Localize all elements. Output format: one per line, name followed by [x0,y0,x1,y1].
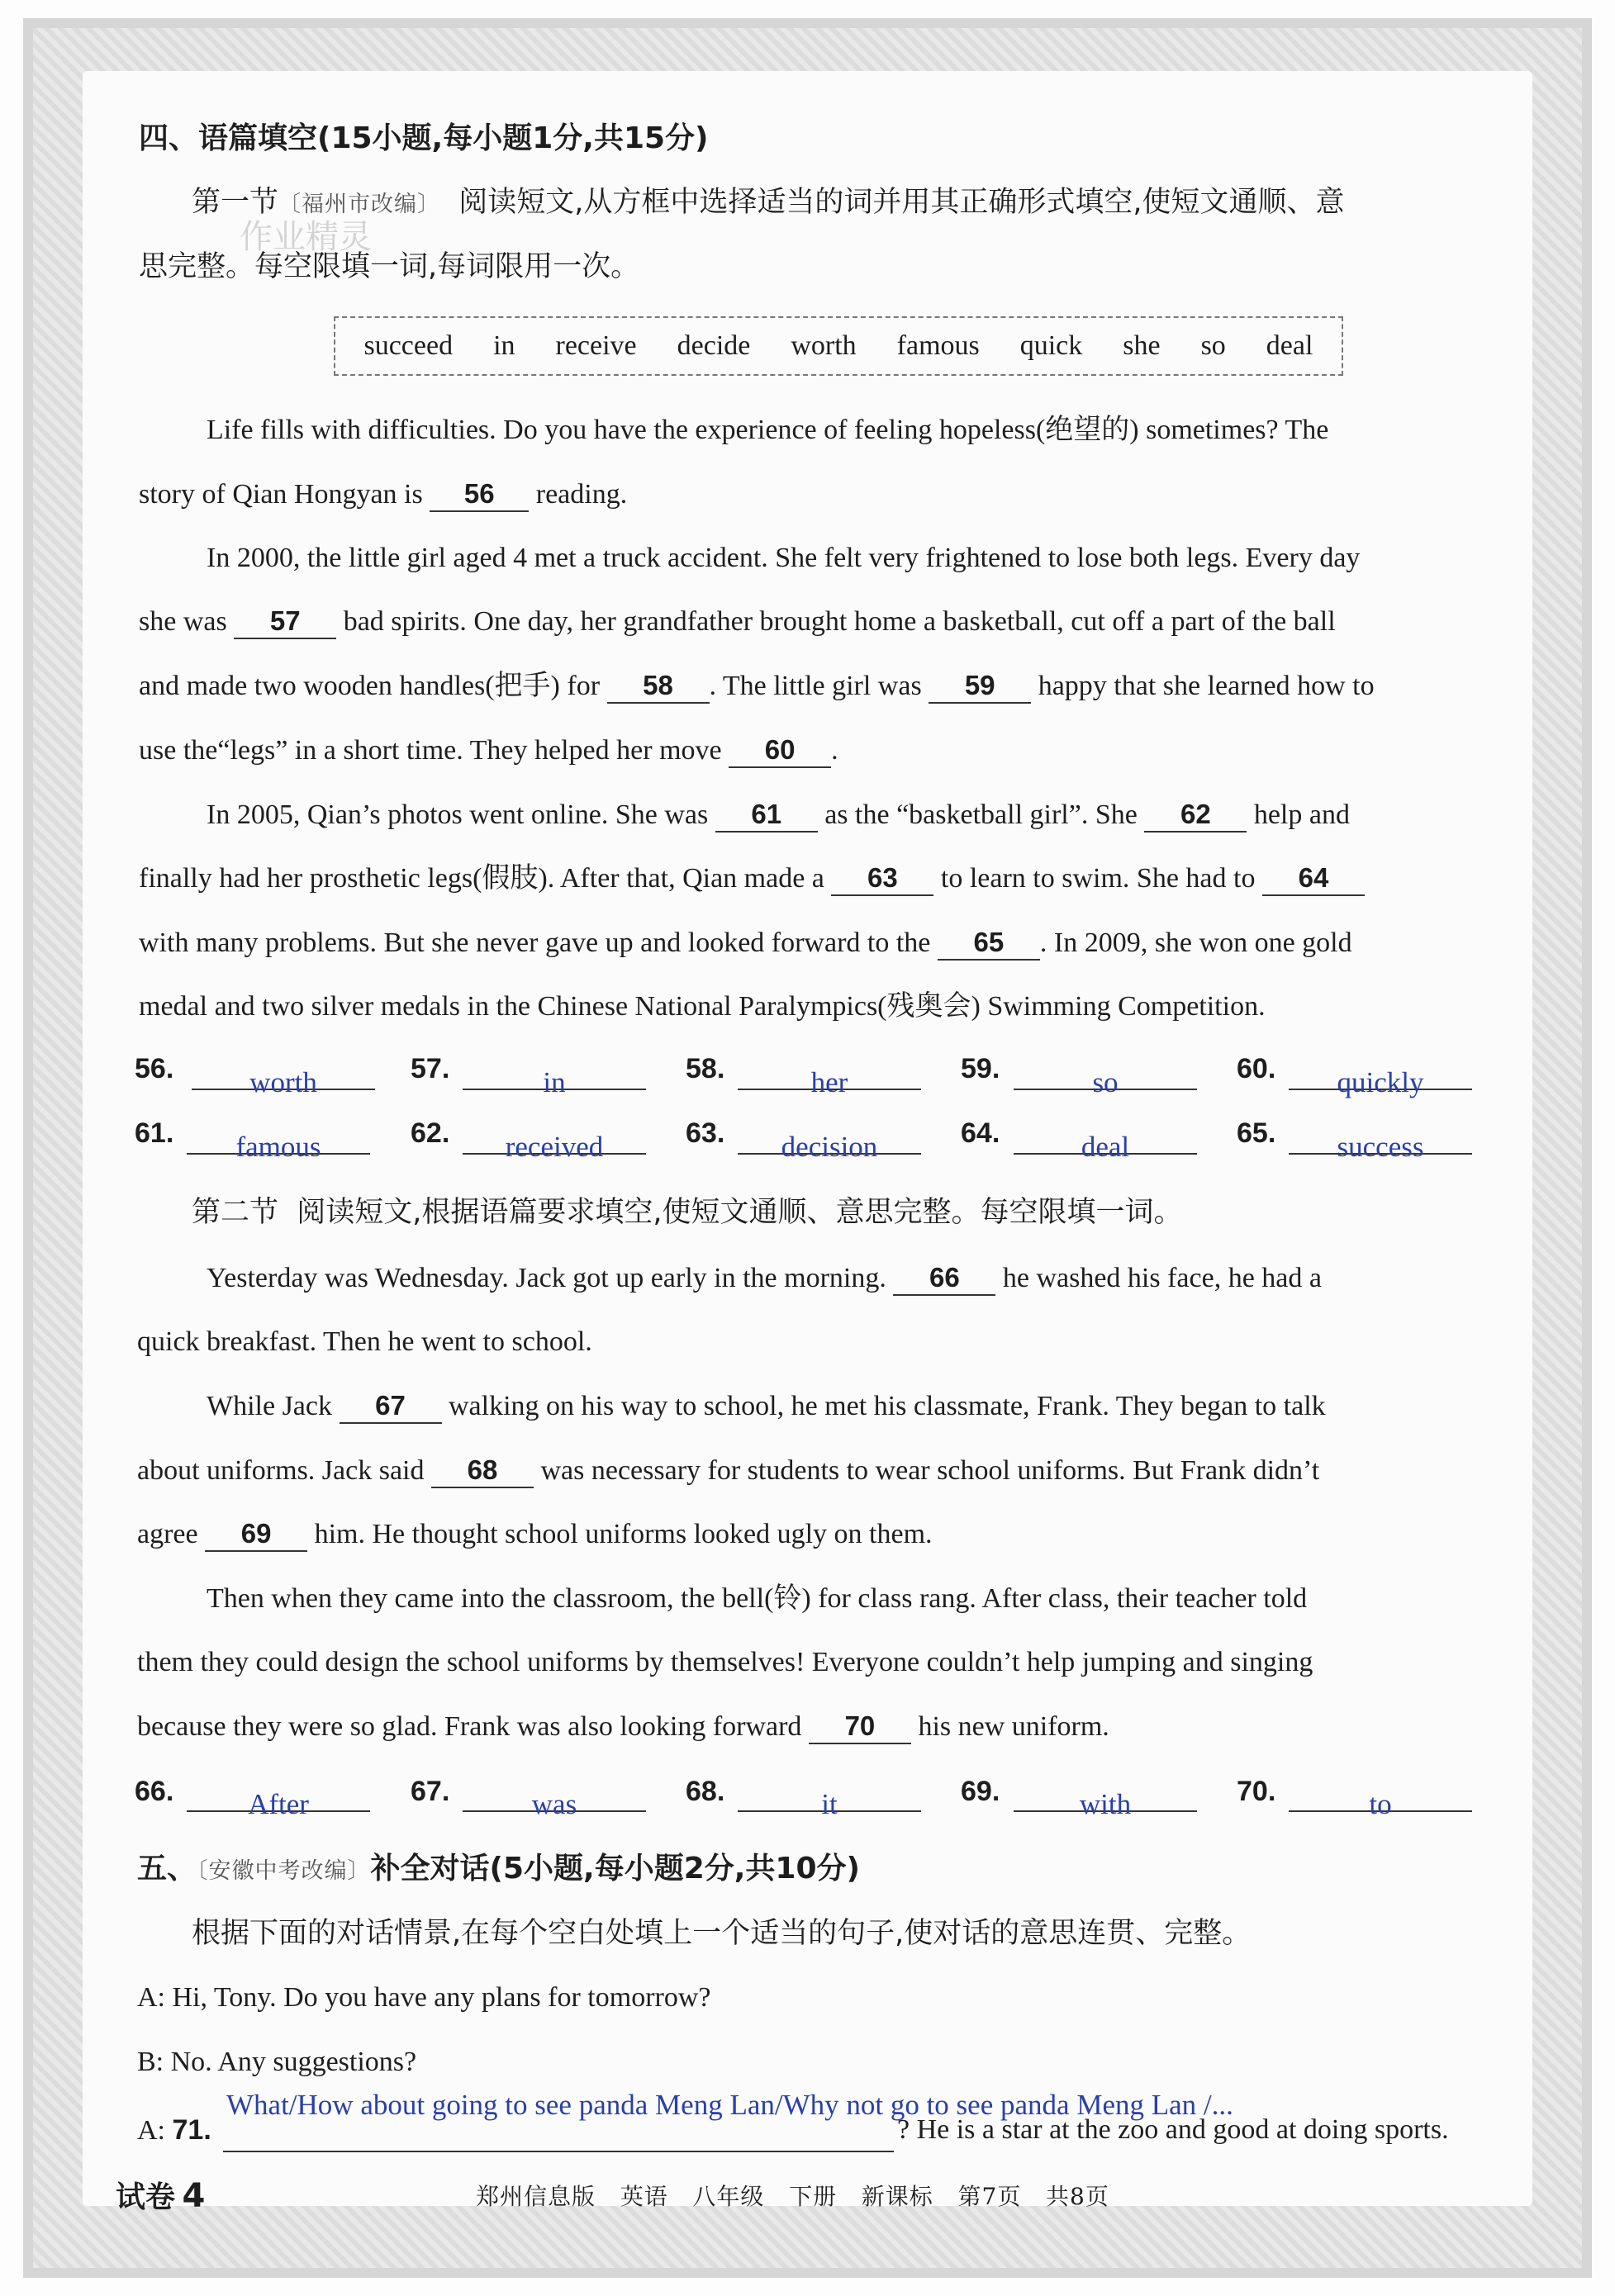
answer-64: deal [1081,1131,1130,1163]
section-5-title: 五、〔安徽中考改编〕补全对话(5小题,每小题2分,共10分) [137,1852,860,1886]
answer-59: so [1092,1066,1119,1098]
blank-63: 63 [831,861,933,896]
word-bank-item: receive [555,330,637,361]
answer-number: 65. [1237,1117,1276,1149]
answer-67: was [531,1788,577,1820]
answer-62: received [505,1131,604,1163]
word-bank-item: deal [1266,330,1313,361]
word-bank-item: decide [677,330,751,361]
q71-number: 71. [172,2114,211,2146]
blank-56: 56 [430,477,529,512]
answer-number: 60. [1237,1053,1276,1084]
blank-68: 68 [431,1454,534,1488]
passage1-p2-line2: she was 57 bad spirits. One day, her grandfather brought home a basketball, cut off a part of the ball [139,590,1336,654]
part1-instruction-line2: 思完整。每空限填一词,每词限用一次。 [139,250,640,283]
answer-70: to [1369,1788,1392,1820]
passage1-p2-line4: use the“legs” in a short time. They helped her move 60 . [139,719,838,783]
answer-number: 70. [1237,1776,1276,1807]
word-bank-item: worth [791,330,857,361]
blank-69: 69 [205,1517,307,1552]
word-bank-item: succeed [363,330,454,361]
q71-answer-line [223,2151,894,2152]
passage2-p2-line1: While Jack 67 walking on his way to school, he met his classmate, Frank. They began to talk [207,1374,1326,1439]
blank-64: 64 [1262,861,1365,896]
blank-67: 67 [340,1389,442,1424]
blank-57: 57 [234,605,336,639]
passage2-p2-line2: about uniforms. Jack said 68 was necessary for students to wear school uniforms. But Frank didn’t [137,1439,1319,1503]
answer-number: 67. [411,1776,450,1807]
passage2-p1-line2: quick breakfast. Then he went to school. [137,1326,592,1357]
footer-info: 郑州信息版 英语 八年级 下册 新课标 第7页 共8页 [476,2183,1109,2210]
answer-60: quickly [1337,1066,1424,1098]
section-5-instruction: 根据下面的对话情景,在每个空白处填上一个适当的句子,使对话的意思连贯、完整。 [192,1917,1252,1950]
passage2-p2-line3: agree 69 him. He thought school uniforms looked ugly on them. [137,1502,933,1567]
answer-65: success [1337,1131,1424,1163]
blank-65: 65 [938,926,1040,961]
answer-number: 66. [135,1776,174,1807]
section-4-title: 四、语篇填空(15小题,每小题1分,共15分) [139,121,709,155]
answer-56: worth [249,1066,317,1098]
word-bank [334,316,1343,376]
answer-63: decision [781,1131,878,1163]
answer-68: it [821,1788,838,1820]
answer-number: 64. [961,1117,1000,1149]
answer-66: After [248,1788,309,1820]
answer-number: 63. [686,1117,725,1149]
blank-59: 59 [929,669,1031,704]
passage1-p1-line1: Life fills with difficulties. Do you have the experience of feeling hopeless(绝望的) sometimes? The [207,415,1329,445]
answer-number: 69. [961,1776,1000,1807]
blank-60: 60 [729,733,831,768]
passage2-p3-line2: them they could design the school uniforms by themselves! Everyone couldn’t help jumping and singing [137,1647,1313,1677]
answer-57: in [543,1066,566,1098]
q71-answer: What/How about going to see panda Meng Lan/Why not go to see panda Meng Lan /... [226,2089,1233,2121]
answer-58: her [810,1066,848,1098]
q71-prefix: A: 71. [137,2114,211,2146]
passage1-p2-line1: In 2000, the little girl aged 4 met a truck accident. She felt very frightened to lose both legs. Every day [207,543,1361,573]
passage1-p1-line2: story of Qian Hongyan is 56 reading. [139,463,627,527]
answer-number: 59. [961,1053,1000,1084]
passage1-p3-line3: with many problems. But she never gave up and looked forward to the 65 . In 2009, she won one gold [139,911,1352,975]
part1-label: 第一节 [192,186,279,219]
passage2-p3-line1: Then when they came into the classroom, the bell(铃) for class rang. After class, their teacher told [207,1583,1308,1614]
part2-label: 第二节 [192,1196,279,1229]
word-bank-item: in [493,330,515,361]
blank-61: 61 [715,798,818,833]
word-bank-item: so [1200,330,1226,361]
blank-70: 70 [809,1710,911,1744]
blank-58: 58 [607,669,710,704]
q71-suffix: ? He is a star at the zoo and good at doing sports. [897,2114,1449,2145]
watermark: 作业精灵 [240,218,372,256]
word-bank-item: famous [896,330,980,361]
word-bank-item: quick [1019,330,1083,361]
answer-number: 61. [135,1117,174,1149]
dialog-line: B: No. Any suggestions? [137,2047,417,2077]
passage2-p1-line1: Yesterday was Wednesday. Jack got up early in the morning. 66 he washed his face, he had a [207,1246,1322,1311]
footer-paper-number: 4 [182,2177,206,2215]
word-bank-item: she [1123,330,1161,361]
answer-number: 62. [411,1117,450,1149]
passage2-p3-line3: because they were so glad. Frank was also looking forward 70 his new uniform. [137,1695,1109,1759]
answer-number: 68. [686,1776,725,1807]
footer-paper-label: 试卷 4 [116,2177,206,2215]
part2-instruction: 第二节 阅读短文,根据语篇要求填空,使短文通顺、意思完整。每空限填一词。 [192,1196,1183,1229]
answer-number: 58. [686,1053,725,1084]
passage1-p2-line3: and made two wooden handles(把手) for 58 . The little girl was 59 happy that she learned how to [139,654,1375,719]
blank-62: 62 [1144,798,1247,833]
answer-69: with [1079,1788,1132,1820]
answer-number: 57. [411,1053,450,1084]
answer-number: 56. [135,1053,174,1084]
section-5-source: 〔安徽中考改编〕 [197,1858,371,1884]
part1-instruction: 阅读短文,从方框中选择适当的词并用其正确形式填空,使短文通顺、意 [458,186,1345,219]
part1-source: 〔福州市改编〕 [278,192,441,217]
passage1-p3-line1: In 2005, Qian’s photos went online. She was 61 as the “basketball girl”. She 62 help and [207,783,1350,847]
dialog-line: A: Hi, Tony. Do you have any plans for tomorrow? [137,1982,711,2013]
answer-61: famous [235,1131,321,1163]
blank-66: 66 [893,1261,995,1296]
passage1-p3-line2: finally had her prosthetic legs(假肢). After that, Qian made a 63 to learn to swim. She had to 64 [139,847,1365,911]
passage1-p3-line4: medal and two silver medals in the Chinese National Paralympics(残奥会) Swimming Competition. [139,991,1266,1022]
